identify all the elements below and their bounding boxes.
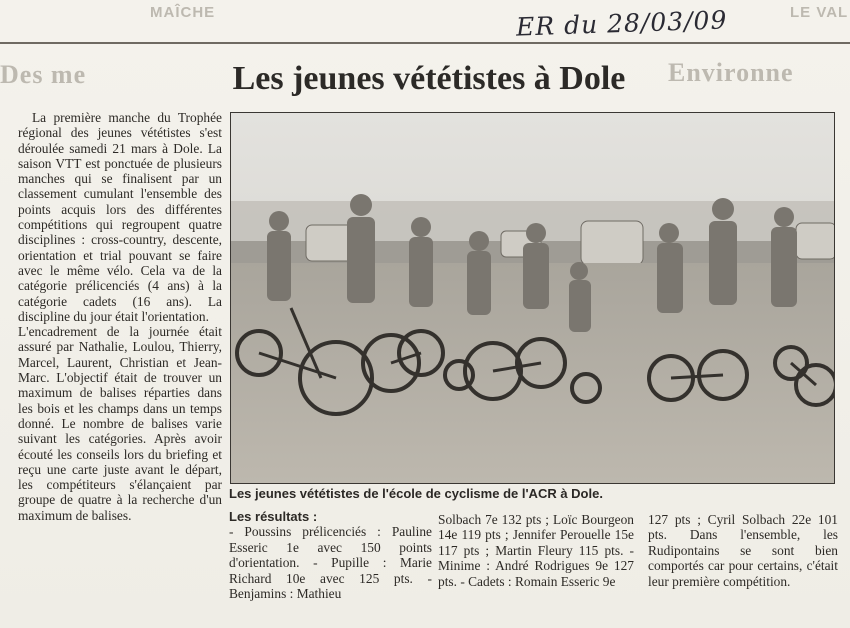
header-rule xyxy=(0,42,850,44)
results-column xyxy=(438,512,634,589)
results-heading: Les résultats : xyxy=(229,509,318,524)
results-column xyxy=(648,512,838,589)
bleed-through-title: Des me xyxy=(0,60,87,89)
results-text: 127 pts ; Cyril Solbach 22e 101 pts. Dans l'ensemble, les Rudipontains se sont bien comportés car pour certains, c'était leur première compétition. xyxy=(648,512,838,589)
bleed-through-text: MAÎCHE xyxy=(150,4,216,21)
results-text: Solbach 7e 132 pts ; Loïc Bourgeon 14e 119 pts ; Jennifer Perouelle 15e 117 pts ; Martin Fleury 115 pts. - Minime : André Rodrigues 9e 127 pts. - Cadets : Romain Esseric 9e xyxy=(438,512,634,589)
article-body xyxy=(18,110,222,523)
body-paragraph: L'encadrement de la journée était assuré par Nathalie, Loulou, Thierry, Marcel, Laurent, Christian et Jean-Marc. L'objectif était de trouver un maximum de balises réparties dans les bois et les champs dans un temps donné. Le nombre de balises varie suivant les catégories. Après avoir écouté les conseils lors du briefing et reçu une carte juste avant le départ, les compétiteurs s'élançaient par groupe de quatre à la recherche d'un maximum de balises. xyxy=(18,324,222,523)
bleed-through-text: LE VAL xyxy=(790,4,849,21)
handwritten-date-note: ER du 28/03/09 xyxy=(515,5,728,42)
photo-illustration xyxy=(231,113,835,484)
article-photo xyxy=(230,112,835,484)
results-text: - Poussins prélicenciés : Pauline Esseric 1e avec 150 points d'orientation. - Pupille : Marie Richard 10e avec 125 pts. - Benjamins : Mathieu xyxy=(229,524,432,602)
photo-caption: Les jeunes vététistes de l'école de cyclisme de l'ACR à Dole. xyxy=(229,486,603,501)
body-paragraph: La première manche du Trophée régional des jeunes vététistes s'est déroulée samedi 21 mars à Dole. La saison VTT est ponctuée de plusieurs manches qui se finalisent par un classement cumulant l'ensemble des points acquis lors des différentes compétitions qui regroupent quatre disciplines : cross-country, descente, orientation et trial pouvant se faire avec le même vélo. Cela va de la catégorie prélicenciés (4 ans) à la catégorie cadets (16 ans). La discipline du jour était l'orientation. xyxy=(18,110,222,324)
article-headline: Les jeunes vététistes à Dole xyxy=(232,60,626,97)
results-column xyxy=(229,509,432,601)
bleed-through-title: Environne xyxy=(668,58,794,87)
